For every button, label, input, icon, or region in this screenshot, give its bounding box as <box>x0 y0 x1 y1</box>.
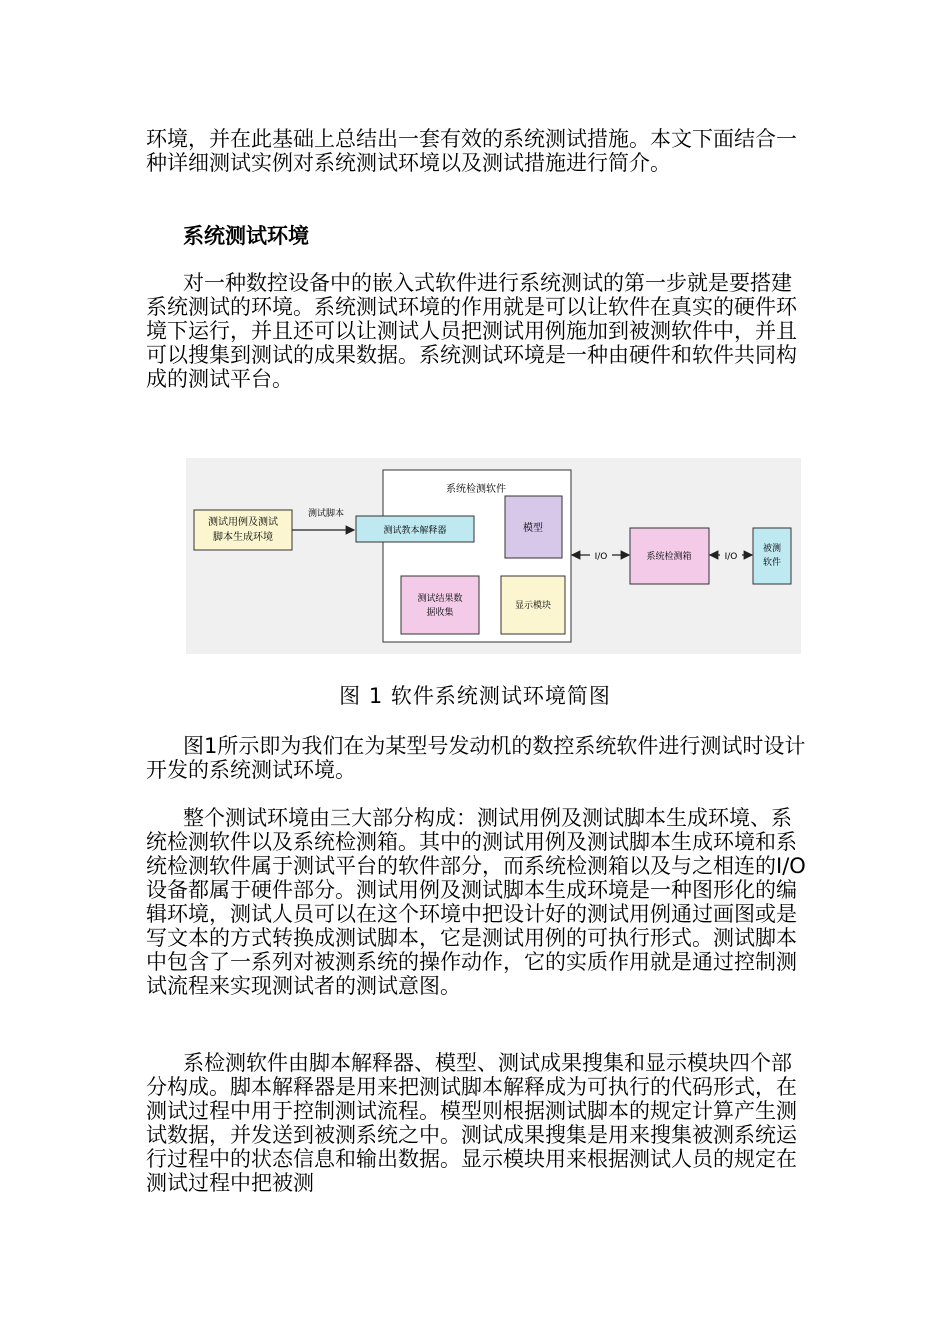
paragraph-figure-description: 图1所示即为我们在为某型号发动机的数控系统软件进行测试时设计开发的系统测试环境。 <box>146 734 806 782</box>
script-generation-label-1: 测试用例及测试 <box>208 517 278 528</box>
system-test-environment-diagram <box>186 458 801 654</box>
system-check-box-label: 系统检测箱 <box>646 552 692 562</box>
system-test-software-title: 系统检测软件 <box>446 484 506 495</box>
section-heading: 系统测试环境 <box>183 224 309 248</box>
figure-caption: 图 1 软件系统测试环境简图 <box>339 684 611 708</box>
paragraph-environment: 对一种数控设备中的嵌入式软件进行系统测试的第一步就是要搭建系统测试的环境。系统测试环境的作用就是可以让软件在真实的硬件环境下运行，并且还可以让测试人员把测试用例施加到被测软件中，并且可以搜集到测试的成果数据。系统测试环境是一种由硬件和软件共同构成的测试平台。 <box>146 271 797 391</box>
io-label-left: I/O <box>594 552 608 562</box>
display-module-label: 显示模块 <box>514 601 552 611</box>
target-software-label-2: 软件 <box>762 558 782 568</box>
script-arrow-label: 测试脚本 <box>307 509 345 519</box>
result-collection-label-2: 据收集 <box>426 608 454 618</box>
result-collection-label-1: 测试结果数 <box>417 594 463 604</box>
interpreter-label: 测试教本解释器 <box>383 526 447 536</box>
model-label: 模型 <box>523 523 543 534</box>
paragraph-three-parts: 整个测试环境由三大部分构成：测试用例及测试脚本生成环境、系统检测软件以及系统检测箱。其中的测试用例及测试脚本生成环境和系统检测软件属于测试平台的软件部分，而系统检测箱以及与之相连的I/O设备都属于硬件部分。测试用例及测试脚本生成环境是一种图形化的编辑环境，测试人员可以在这个环境中把设计好的测试用例通过画图或是写文本的方式转换成测试脚本，它是测试用例的可执行形式。测试脚本中包含了一系列对被测系统的操作动作，它的实质作用就是通过控制测试流程来实现测试者的测试意图。 <box>146 806 806 998</box>
script-generation-box <box>194 510 292 550</box>
result-collection-box <box>401 576 479 634</box>
script-generation-label-2: 脚本生成环境 <box>213 532 273 543</box>
paragraph-test-software: 系检测软件由脚本解释器、模型、测试成果搜集和显示模块四个部分构成。脚本解释器是用来把测试脚本解释成为可执行的代码形式，在测试过程中用于控制测试流程。模型则根据测试脚本的规定计算产生测试数据，并发送到被测系统之中。测试成果搜集是用来搜集被测系统运行过程中的状态信息和输出数据。显示模块用来根据测试人员的规定在测试过程中把被测 <box>146 1051 797 1195</box>
io-label-right: I/O <box>724 552 738 562</box>
paragraph-intro: 环境，并在此基础上总结出一套有效的系统测试措施。本文下面结合一种详细测试实例对系统测试环境以及测试措施进行简介。 <box>146 127 797 175</box>
target-software-box <box>753 528 791 584</box>
target-software-label-1: 被测 <box>762 544 782 554</box>
